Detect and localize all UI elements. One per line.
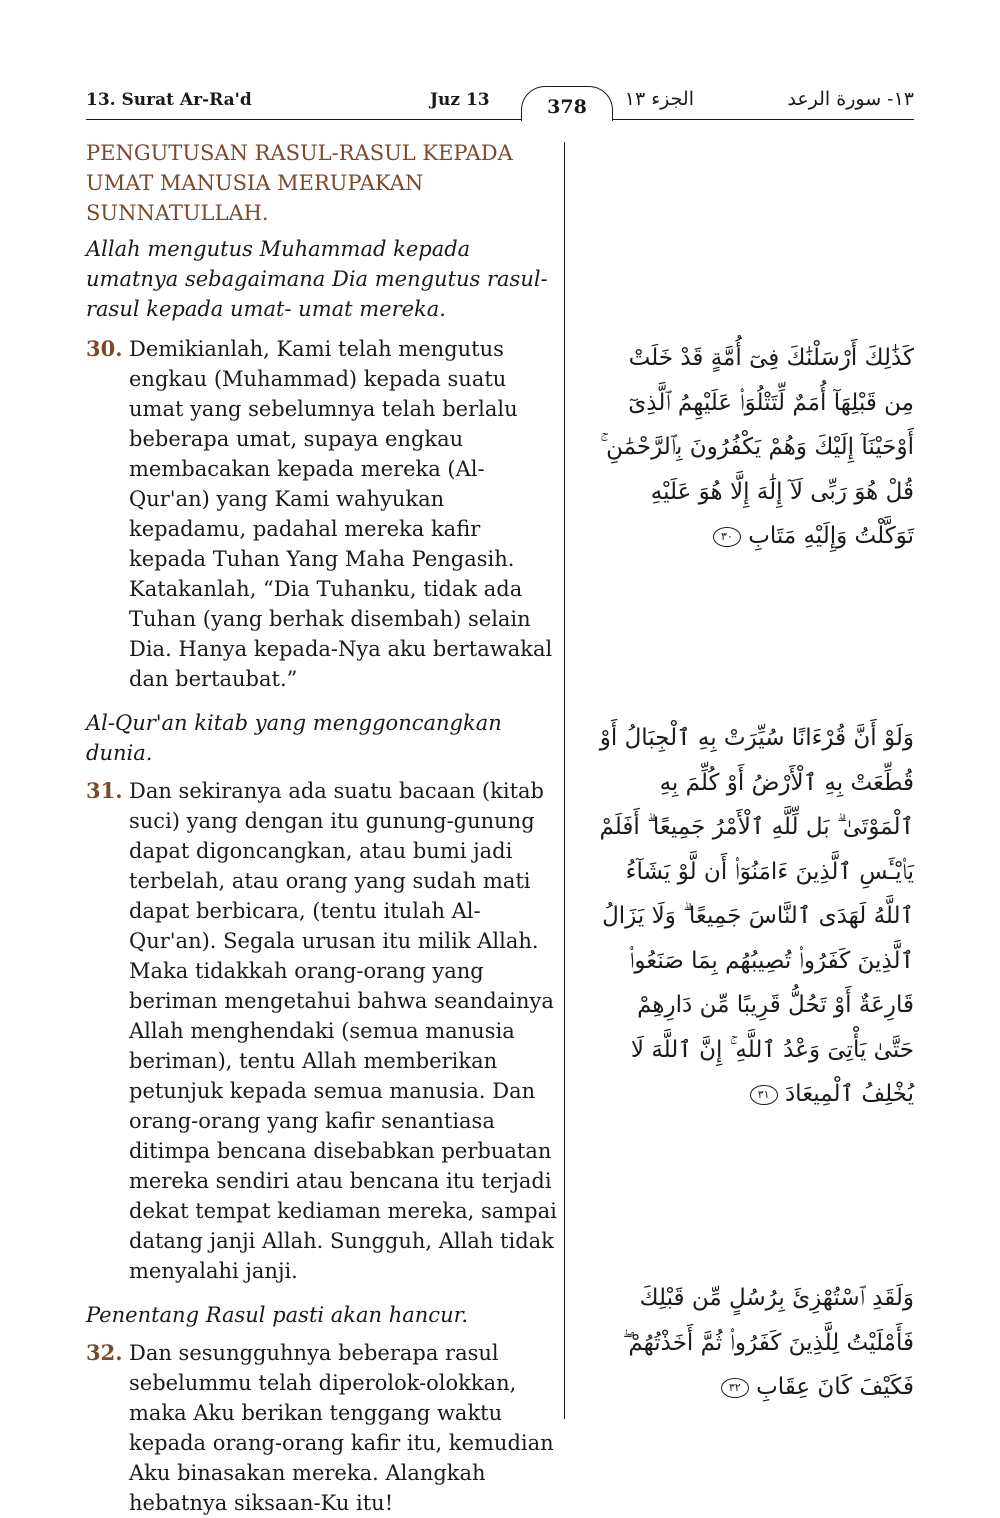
- verse-translation: Demikianlah, Kami telah mengutus engkau (Muhammad) kepada suatu umat yang sebelumnya telah berlalu beberapa umat, supaya engkau membacakan kepada mereka (Al-Qur'an) yang Kami wahyukan kepadamu, padahal mereka kafir kepada Tuhan Yang Maha Pengasih. Katakanlah, “Dia Tuhanku, tidak ada Tuhan (yang berhak disembah) selain Dia. Hanya kepada-Nya aku bertawakal dan bertaubat.”: [129, 337, 553, 691]
- arabic-verse-31: [594, 716, 914, 1117]
- ayah-end-marker: ٣٢: [721, 1378, 749, 1398]
- verse-translation: Dan sekiranya ada suatu bacaan (kitab suci) yang dengan itu gunung-gunung dapat digoncangkan, atau bumi jadi terbelah, atau orang yang sudah mati dapat berbicara, (tentu itulah Al-Qur'an). Segala urusan itu milik Allah. Maka tidakkah orang-orang yang beriman mengetahui bahwa seandainya Allah menghendaki (semua manusia beriman), tentu Allah memberikan petunjuk kepada semua manusia. Dan orang-orang yang kafir senantiasa ditimpa bencana disebabkan perbuatan mereka sendiri atau bencana itu terjadi dekat tempat kediaman mereka, sampai datang janji Allah. Sungguh, Allah tidak menyalahi janji.: [129, 779, 557, 1283]
- page-number: 378: [547, 96, 587, 118]
- verse-number: 31.: [86, 778, 123, 803]
- verse-32: [86, 1338, 558, 1518]
- ayah-end-marker: ٣٠: [713, 527, 741, 547]
- arabic-text: وَلَقَدِ ٱسْتُهْزِئَ بِرُسُلٍ مِّن قَبْلِكَ فَأَمْلَيْتُ لِلَّذِينَ كَفَرُوا۟ ثُمَّ أَخَذْتُهُمْ ۖ فَكَيْفَ كَانَ عِقَابِ: [622, 1285, 914, 1400]
- section-subtitle: Allah mengutus Muhammad kepada umatnya sebagaimana Dia mengutus rasul-rasul kepada umat- umat mereka.: [86, 237, 548, 321]
- translation-column: [86, 138, 558, 1518]
- arabic-verse-32: [594, 1276, 914, 1410]
- verse-number: 30.: [86, 336, 123, 361]
- arabic-verse-30: [594, 336, 914, 559]
- surah-title: 13. Surat Ar-Ra'd: [86, 90, 252, 110]
- page-header: [86, 86, 914, 126]
- verse-heading: Al-Qur'an kitab yang menggoncangkan dunia.: [86, 711, 502, 765]
- verse-heading: Penentang Rasul pasti akan hancur.: [86, 1303, 468, 1327]
- column-divider: [564, 142, 565, 1419]
- arabic-text: وَلَوْ أَنَّ قُرْءَانًا سُيِّرَتْ بِهِ ٱلْجِبَالُ أَوْ قُطِّعَتْ بِهِ ٱلْأَرْضُ أَوْ كُلِّمَ بِهِ ٱلْمَوْتَىٰ ۗ بَل لِّلَّهِ ٱلْأَمْرُ جَمِيعًا ۗ أَفَلَمْ يَا۟يْـَٔسِ ٱلَّذِينَ ءَامَنُوٓا۟ أَن لَّوْ يَشَآءُ ٱللَّهُ لَهَدَى ٱلنَّاسَ جَمِيعًا ۗ وَلَا يَزَالُ ٱلَّذِينَ كَفَرُوا۟ تُصِيبُهُم بِمَا صَنَعُوا۟ قَارِعَةٌ أَوْ تَحُلُّ قَرِيبًا مِّن دَارِهِمْ حَتَّىٰ يَأْتِىَ وَعْدُ ٱللَّهِ ۚ إِنَّ ٱللَّهَ لَا يُخْلِفُ ٱلْمِيعَادَ: [599, 725, 914, 1107]
- arabic-text: كَذَٰلِكَ أَرْسَلْنَٰكَ فِىٓ أُمَّةٍ قَدْ خَلَتْ مِن قَبْلِهَآ أُمَمٌ لِّتَتْلُوَا۟ عَلَيْهِمُ ٱلَّذِىٓ أَوْحَيْنَآ إِلَيْكَ وَهُمْ يَكْفُرُونَ بِٱلرَّحْمَٰنِ ۚ قُلْ هُوَ رَبِّى لَآ إِلَٰهَ إِلَّا هُوَ عَلَيْهِ تَوَكَّلْتُ وَإِلَيْهِ مَتَابِ: [600, 345, 914, 549]
- verse-translation: Dan sesungguhnya beberapa rasul sebelummu telah diperolok-olokkan, maka Aku berikan tenggang waktu kepada orang-orang kafir itu, kemudian Aku binasakan mereka. Alangkah hebatnya siksaan-Ku itu!: [129, 1341, 554, 1515]
- juz-label: Juz 13: [430, 90, 490, 110]
- juz-label-arabic: الجزء ١٣: [624, 88, 694, 110]
- ayah-end-marker: ٣١: [750, 1085, 778, 1105]
- page-number-tab: [521, 86, 613, 121]
- header-rule: [86, 119, 914, 120]
- section-title: PENGUTUSAN RASUL-RASUL KEPADA UMAT MANUSIA MERUPAKAN SUNNATULLAH.: [86, 141, 513, 225]
- verse-number: 32.: [86, 1340, 123, 1365]
- verse-31: [86, 776, 558, 1286]
- verse-30: [86, 334, 558, 694]
- surah-title-arabic: ١٣- سورة الرعد: [787, 88, 914, 110]
